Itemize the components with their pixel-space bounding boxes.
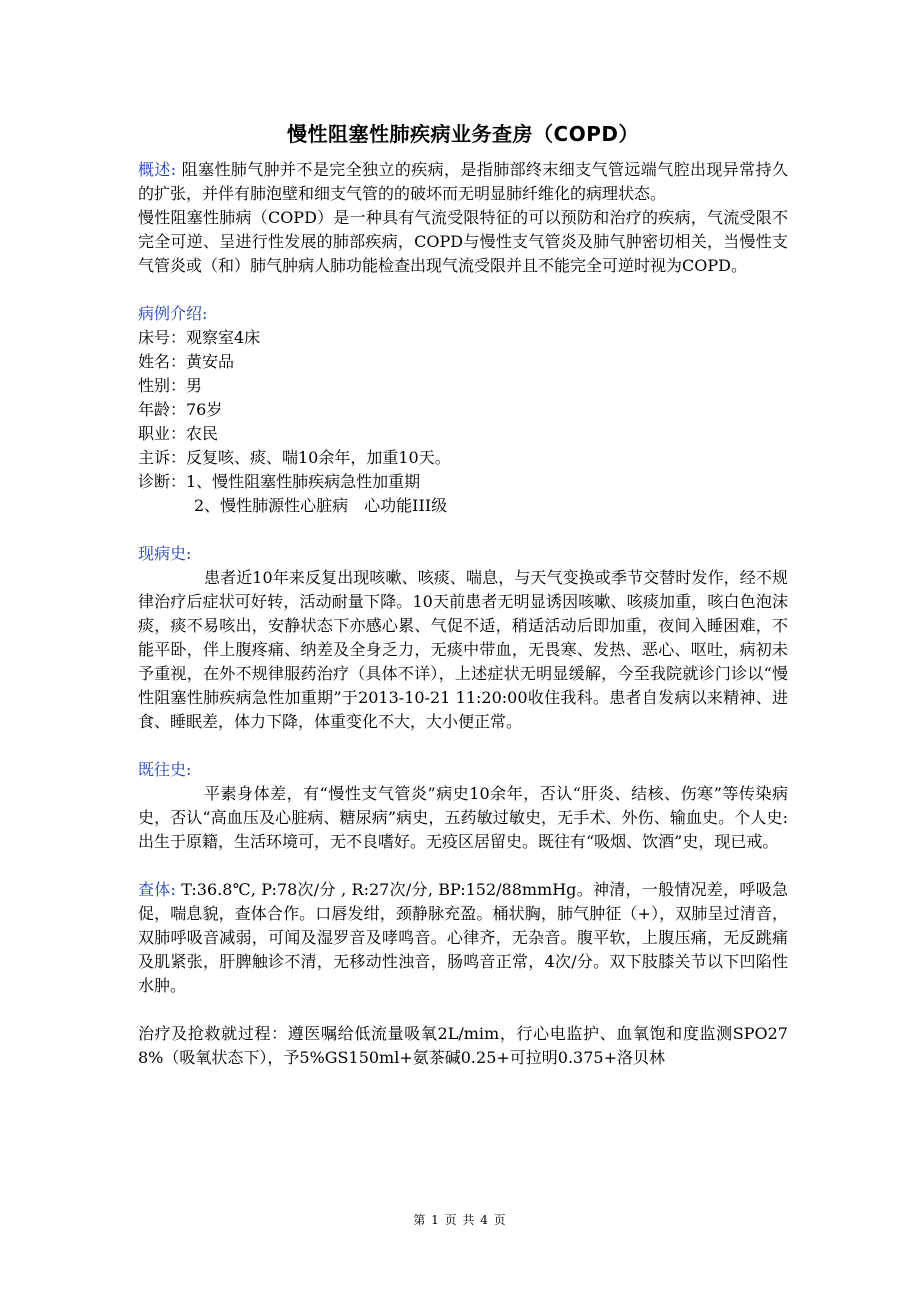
document-body	[138, 118, 788, 1070]
copd-definition-paragraph: 慢性阻塞性肺病（COPD）是一种具有气流受限特征的可以预防和治疗的疾病，气流受限不完全可逆、呈进行性发展的肺部疾病，COPD与慢性支气管炎及肺气肿密切相关，当慢性支气管炎或（和）肺气肿病人肺功能检查出现气流受限并且不能完全可逆时视为COPD。	[138, 208, 788, 275]
present-history-text: 患者近10年来反复出现咳嗽、咳痰、喘息，与天气变换或季节交替时发作，经不规律治疗后症状可好转，活动耐量下降。10天前患者无明显诱因咳嗽、咳痰加重，咳白色泡沫痰，痰不易咳出，安静状态下亦感心累、气促不适，稍适活动后即加重，夜间入睡困难，不能平卧，伴上腹疼痛、纳差及全身乏力，无痰中带血，无畏寒、发热、恶心、呕吐，病初未予重视，在外不规律服药治疗（具体不详），上述症状无明显缓解，今至我院就诊门诊以“慢性阻塞性肺疾病急性加重期”于2013-10-21 11:20:00收住我科。患者自发病以来精神、进食、睡眠差，体力下降，体重变化不大，大小便正常。	[138, 568, 788, 731]
patient-sex: 性别：男	[138, 376, 203, 395]
spacer	[138, 998, 788, 1022]
patient-name: 姓名：黄安品	[138, 352, 235, 371]
spacer	[138, 854, 788, 878]
past-history-text: 平素身体差，有“慢性支气管炎”病史10余年，否认“肝炎、结核、伤寒”等传染病史，否认“高血压及心脏病、糖尿病”病史，五药敏过敏史，无手术、外伤、输血史。个人史:出生于原籍，生活环境可，无不良嗜好。无疫区居留史。既往有“吸烟、饮酒”史，现已戒。	[138, 784, 788, 851]
overview-text: 阻塞性肺气肿并不是完全独立的疾病，是指肺部终末细支气管远端气腔出现异常持久的扩张，并伴有肺泡壁和细支气管的的破坏而无明显肺纤维化的病理状态。	[138, 160, 788, 203]
overview-paragraph	[138, 158, 788, 206]
spacer	[138, 734, 788, 758]
page-footer: 第 1 页 共 4 页	[413, 1213, 507, 1227]
physical-exam-label: 查体:	[138, 880, 176, 899]
patient-occupation: 职业：农民	[138, 424, 219, 443]
chief-complaint: 主诉：反复咳、痰、喘10余年，加重10天。	[138, 448, 451, 467]
present-history-heading: 现病史:	[138, 544, 192, 563]
page-title: 慢性阻塞性肺疾病业务查房（COPD）	[287, 122, 639, 146]
bed-number: 床号：观察室4床	[138, 328, 261, 347]
past-history-heading: 既往史:	[138, 760, 192, 779]
patient-age: 年龄：76岁	[138, 400, 223, 419]
overview-label: 概述:	[138, 160, 177, 179]
physical-exam-text: T:36.8℃, P:78次/分 , R:27次/分, BP:152/88mmHg。神清，一般情况差，呼吸急促，喘息貌，查体合作。口唇发绀，颈静脉充盈。桶状胸，肺气肿征（+），双肺呈过清音，双肺呼吸音减弱，可闻及湿罗音及哮鸣音。心律齐，无杂音。腹平软，上腹压痛，无反跳痛及肌紧张，肝脾触诊不清，无移动性浊音，肠鸣音正常，4次/分。双下肢膝关节以下凹陷性水肿。	[138, 880, 788, 995]
spacer	[138, 278, 788, 302]
spacer	[138, 518, 788, 542]
treatment-paragraph: 治疗及抢救就过程：遵医嘱给低流量吸氧2L/mim，行心电监护、血氧饱和度监测SPO278%（吸氧状态下），予5%GS150ml+氨茶碱0.25+可拉明0.375+洛贝林	[138, 1024, 788, 1067]
diagnosis-1: 诊断：1、慢性阻塞性肺疾病急性加重期	[138, 472, 421, 491]
diagnosis-2: 2、慢性肺源性心脏病 心功能III级	[194, 496, 448, 515]
case-intro-heading: 病例介绍:	[138, 304, 208, 323]
physical-exam-paragraph	[138, 878, 788, 998]
